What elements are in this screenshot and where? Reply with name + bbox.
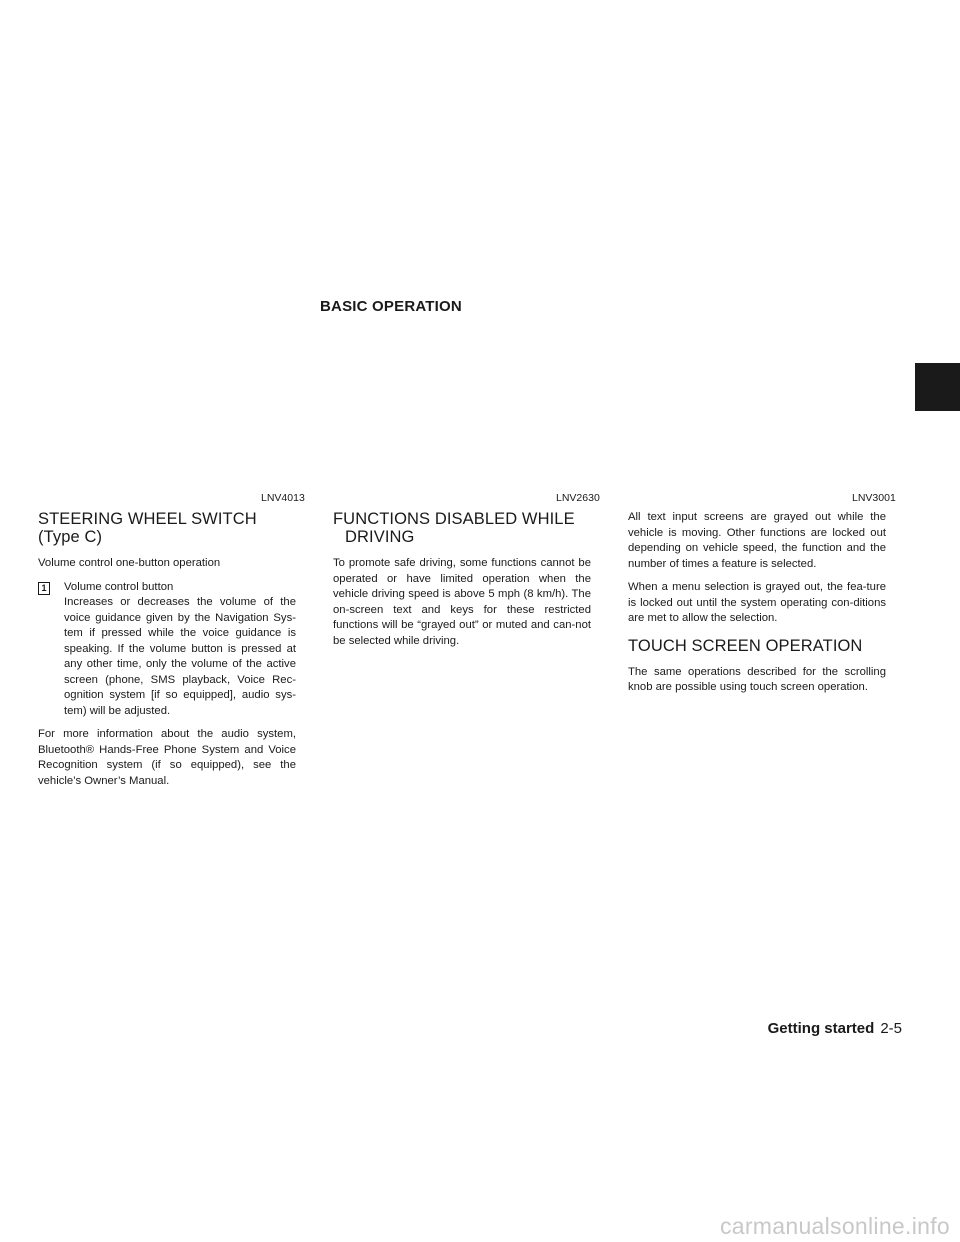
- chapter-name: Getting started: [767, 1020, 875, 1037]
- page-number: 2-5: [880, 1020, 902, 1037]
- functions-disabled-heading: [333, 510, 591, 546]
- figure-code-3: LNV3001: [852, 492, 896, 504]
- col3-paragraph-1: All text input screens are grayed out while the vehicle is moving. Other functions are locked out depending on vehicle speed, the function and the number of times a feature is selected.: [628, 511, 886, 570]
- touch-screen-heading: TOUCH SCREEN OPERATION: [628, 636, 863, 655]
- list-item: [38, 580, 296, 720]
- steering-wheel-switch-heading: STEERING WHEEL SWITCH (Type C): [38, 510, 257, 546]
- column-3: [628, 510, 886, 704]
- callout-number-badge: 1: [38, 582, 50, 595]
- column-1: [38, 510, 296, 797]
- col3-paragraph-3: The same operations described for the scrolling knob are possible using touch screen operation.: [628, 665, 886, 693]
- col3-paragraph-2: When a menu selection is grayed out, the fea-ture is locked out until the system operating con-ditions are met to allow the selection.: [628, 581, 886, 624]
- heading-line-2: DRIVING: [345, 528, 415, 546]
- item-title: Volume control button: [64, 580, 174, 593]
- col2-paragraph: To promote safe driving, some functions cannot be operated or have limited operation when the vehicle driving speed is above 5 mph (8 km/h). The on-screen text and keys for these restricted functions will be “grayed out” or muted and can-not be selected while driving.: [333, 557, 591, 647]
- col1-paragraph: For more information about the audio system, Bluetooth® Hands-Free Phone System and Voice Recognition system (if so equipped), see the vehicle’s Owner’s Manual.: [38, 728, 296, 787]
- watermark-text: carmanualsonline.info: [719, 1213, 950, 1239]
- heading-line-1: FUNCTIONS DISABLED WHILE: [333, 510, 575, 528]
- page-footer: [768, 1020, 902, 1037]
- section-title: BASIC OPERATION: [320, 298, 462, 315]
- figure-code-1: LNV4013: [261, 492, 305, 504]
- col1-intro: Volume control one-button operation: [38, 557, 221, 569]
- item-body: Increases or decreases the volume of the voice guidance given by the Navigation Sys-tem if pressed while the voice guidance is speaking. If the volume button is pressed at any other time, only the volume of the active screen (phone, SMS playback, Voice Rec-ognition system [if so equipped], audio sys-tem) will be adjusted.: [64, 596, 296, 717]
- watermark: [0, 1213, 960, 1240]
- chapter-thumb-tab: [915, 363, 960, 411]
- figure-code-2: LNV2630: [556, 492, 600, 504]
- column-2: [333, 510, 591, 657]
